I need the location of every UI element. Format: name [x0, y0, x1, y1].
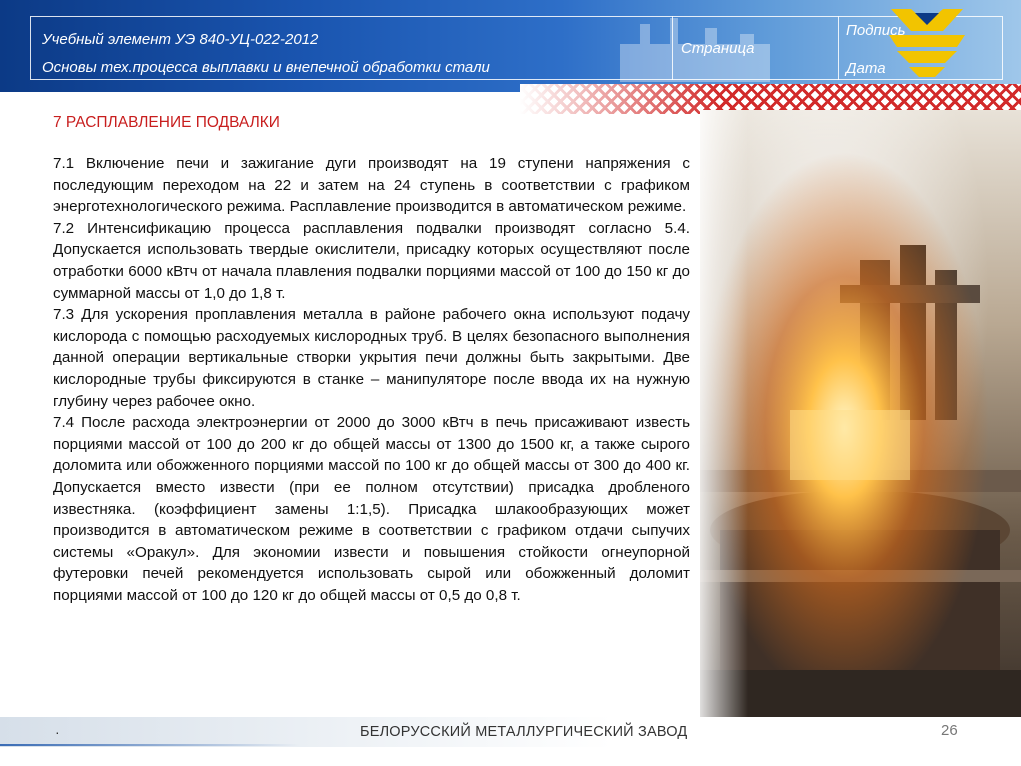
- signature-field-label: Подпись: [846, 22, 906, 39]
- header-divider: [838, 16, 839, 80]
- bmz-logo-icon: [885, 3, 969, 81]
- body-text: [53, 153, 690, 606]
- paragraph: 7.3 Для ускорения проплавления металла в районе рабочего окна используют подачу кислорода с помощью расходуемых кислородных труб. В целях безопасного выполнения данной операции вертикальные створки укрытия печи должны быть закрытыми. Две кислородные трубы фиксируются в станке – манипуляторе после ввода их на нужную глубину через рабочее окно.: [53, 306, 690, 410]
- paragraph: 7.2 Интенсификацию процесса расплавления подвалки производят согласно 5.4. Допускается использовать твердые окислители, присадку которых осуществляют после отработки 6000 кВтч от начала плавления подвалки порциями массой от 100 до 150 кг до суммарной массы от 1,0 до 1,8 т.: [53, 219, 690, 302]
- section-title: 7 РАСПЛАВЛЕНИЕ ПОДВАЛКИ: [53, 114, 280, 131]
- footer-accent-line: [0, 744, 300, 746]
- document-subtitle: Основы тех.процесса выплавки и внепечной обработки стали: [42, 59, 490, 76]
- page-number: 26: [941, 722, 958, 739]
- header-divider: [672, 16, 673, 80]
- date-field-label: Дата: [846, 60, 886, 77]
- paragraph: 7.4 После расхода электроэнергии от 2000 до 3000 кВтч в печь присаживают известь порциями массой от 100 до 200 кг до общей массы от 1300 до 1500 кг, а также сырого доломита или обожженного порциями массой по 100 кг до общей массы от 300 до 400 кг. Допускается вместо извести (при ее полном отсутствии) присадка дробленого известняка. (коэффициент замены 1:1,5). Присадка шлакообразующих может производится в автоматическом режиме в соответствии с графиком отдачи сыпучих системы «Оракул». Для экономии извести и повышения стойкости огнеупорной футеровки печей рекомендуется использовать сырой или обожженный доломит порциями массой от 100 до 120 кг до общей массы от 0,5 до 0,8 т.: [53, 414, 690, 604]
- document-title: Учебный элемент УЭ 840-УЦ-022-2012: [42, 31, 319, 48]
- footer-company-name: БЕЛОРУССКИЙ МЕТАЛЛУРГИЧЕСКИЙ ЗАВОД: [360, 724, 688, 740]
- paragraph: 7.1 Включение печи и зажигание дуги производят на 19 ступени напряжения с последующим переходом на 22 и затем на 24 ступень в соответствии с графиком энерготехнологического режима. Расплавление производится в автоматическом режиме.: [53, 155, 690, 216]
- furnace-photo: [700, 110, 1021, 722]
- page-field-label: Страница: [681, 40, 755, 57]
- header-banner: [0, 0, 1021, 92]
- footer-bullet: ·: [55, 724, 60, 740]
